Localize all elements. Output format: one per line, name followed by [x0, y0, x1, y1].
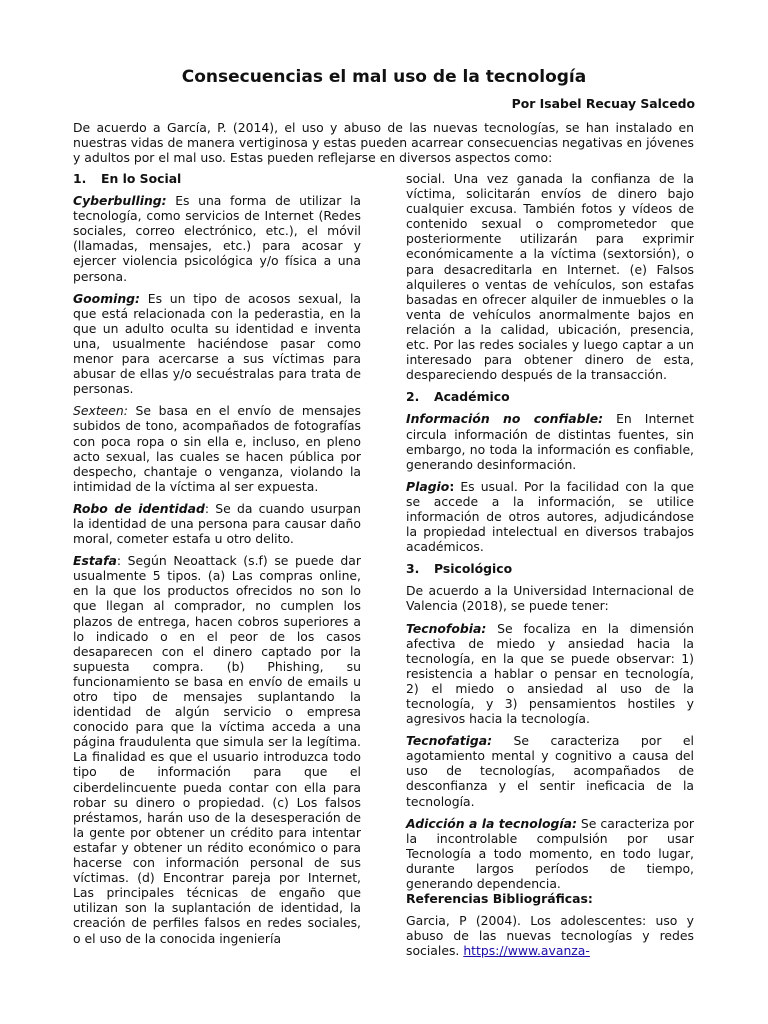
paragraph-cyberbulling — [73, 193, 361, 284]
term-informacion-no-confiable: Información no confiable: — [406, 411, 604, 427]
paragraph-gooming — [73, 291, 361, 397]
paragraph-informacion — [406, 411, 694, 471]
term-estafa: Estafa — [73, 553, 117, 569]
author-line: Por Isabel Recuay Salcedo — [511, 96, 695, 111]
reference-link[interactable]: https://www.avanza- — [463, 943, 590, 959]
paragraph-robo-identidad — [73, 501, 361, 546]
term-robo-identidad: Robo de identidad — [73, 500, 205, 516]
section-heading-social — [73, 171, 361, 186]
section-title: En lo Social — [101, 171, 182, 186]
section-heading-academico — [406, 389, 694, 404]
definition-robo-identidad: : Se da cuando usurpan la identidad de una persona para causar daño moral, cometer estafa u otro delito. — [73, 500, 361, 547]
intro-paragraph: De acuerdo a García, P. (2014), el uso y abuso de las nuevas tecnologías, se han instalado en nuestras vidas de manera vertiginosa y estas pueden acarrear consecuencias negativas en jóvenes y adultos por el mal uso. Estas pueden reflejarse en diversos aspectos como: — [73, 120, 694, 166]
references-heading: Referencias Bibliográficas: — [406, 891, 593, 907]
paragraph-tecnofobia — [406, 621, 694, 727]
definition-adiccion: Se caracteriza por la incontrolable compulsión por usar Tecnología a todo momento, en todo lugar, durante largos períodos de tiempo, generando dependencia. — [406, 815, 694, 892]
term-tecnofobia: Tecnofobia: — [406, 620, 487, 636]
term-sexteen: Sexteen: — [73, 403, 128, 419]
term-plagio: Plagio — [406, 478, 450, 494]
definition-gooming: Es un tipo de acosos sexual, la que está relacionada con la pederastia, en la que un adulto oculta su identidad e inventa una, usualmente haciéndose pasar como menor para acercarse a sus víctimas para abusar de ellas y/o secuéstralas para trata de personas. — [73, 290, 361, 397]
paragraph-psicologico-intro: De acuerdo a la Universidad Internacional de Valencia (2018), se puede tener: — [406, 583, 694, 614]
document-title: Consecuencias el mal uso de la tecnología — [181, 67, 587, 87]
reference-text: Garcia, P (2004). Los adolescentes: uso y abuso de las nuevas tecnologías y redes sociales. — [406, 913, 694, 959]
definition-plagio: Es usual. Por la facilidad con la que se accede a la información, se utilice información de otros autores, adjudicándose la propiedad intelectual en diversos trabajos académicos. — [406, 478, 694, 555]
paragraph-adiccion — [406, 816, 694, 891]
term-plagio-colon: : — [449, 478, 455, 494]
paragraph-tecnofatiga — [406, 733, 694, 808]
section-heading-psicologico — [406, 561, 694, 576]
left-column — [73, 171, 361, 946]
section-number: 1. — [73, 171, 87, 186]
definition-estafa: : Según Neoattack (s.f) se puede dar usualmente 5 tipos. (a) Las compras online, en la que los productos ofrecidos no son lo que llegan al comprador, no cumplen los plazos de entrega, hacen cobros superiores a lo indicado o en el peor de los casos desaparecen con el dinero captado por la supuesta compra. (b) Phishing, su funcionamiento se basa en envío de emails u otro tipo de mensajes suplantando la identidad de algún servicio o empresa conocido para que la víctima acceda a una página fraudulenta que simula ser la legítima. La finalidad es que el usuario introduzca todo tipo de información para que el ciberdelincuente pueda contar con ella para robar su dinero o propiedad. (c) Los falsos préstamos, harán uso de la desesperación de la gente por obtener un crédito para intentar estafar y obtener un rédito económico o para hacerse con información personal de sus víctimas. (d) Encontrar pareja por Internet, Las principales técnicas de engaño que utilizan son la suplantación de identidad, la creación de perfiles falsos en redes sociales, o el uso de la conocida ingeniería — [73, 553, 361, 946]
paragraph-estafa — [73, 553, 361, 945]
section-title: Académico — [434, 389, 510, 405]
definition-tecnofatiga: Se caracteriza por el agotamiento mental y cognitivo a causa del uso de tecnologías, acompañados de desconfianza y el sentir ineficacia de la tecnología. — [406, 733, 694, 809]
term-tecnofatiga: Tecnofatiga: — [406, 733, 493, 749]
section-title: Psicológico — [434, 561, 513, 577]
term-cyberbulling: Cyberbulling: — [73, 193, 167, 209]
definition-informacion: En Internet circula información de distintas fuentes, sin embargo, no toda la información es confiable, generando desinformación. — [406, 411, 695, 472]
section-number: 2. — [406, 389, 420, 405]
reference-item — [406, 913, 694, 958]
definition-sexteen: Se basa en el envío de mensajes subidos de tono, acompañados de fotografías con poca ropa o sin ella e, incluso, en pleno acto sexual, las cuales se hacen pública por despecho, chantaje o venganza, violando la intimidad de la víctima al ser expuesta. — [73, 403, 361, 494]
definition-tecnofobia: Se focaliza en la dimensión afectiva de miedo y ansiedad hacia la tecnología, en la que se puede observar: 1) resistencia a hablar o pensar en tecnología, 2) el miedo o ansiedad al uso de la tecnología, y 3) pensamientos hostiles y agresivos hacia la tecnología. — [406, 620, 694, 727]
definition-cyberbulling: Es una forma de utilizar la tecnología, como servicios de Internet (Redes sociales, correo electrónico, etc.), el móvil (llamadas, mensajes, etc.) para acosar y ejercer violencia psicológica y/o física a una persona. — [73, 193, 361, 284]
right-column — [406, 171, 694, 959]
paragraph-sexteen — [73, 403, 361, 494]
paragraph-plagio — [406, 479, 694, 554]
term-gooming: Gooming: — [73, 290, 140, 306]
term-adiccion-tecnologia: Adicción a la tecnología: — [406, 815, 577, 831]
section-number: 3. — [406, 561, 420, 577]
paragraph-estafa-continuation: social. Una vez ganada la confianza de la víctima, solicitarán envíos de dinero bajo cualquier excusa. También fotos y vídeos de contenido sexual o comprometedor que posteriormente utilizarán para exprimir económicamente a la víctima (sextorsión), o para desacreditarla en Internet. (e) Falsos alquileres o ventas de vehículos, son estafas basadas en ofrecer alquiler de inmuebles o la venta de vehículos anormalmente bajos en relación a la calidad, ubicación, presencia, etc. Por las redes sociales y luego captar a un interesado para obtener dinero de esta, despareciendo después de la transacción. — [406, 171, 694, 383]
